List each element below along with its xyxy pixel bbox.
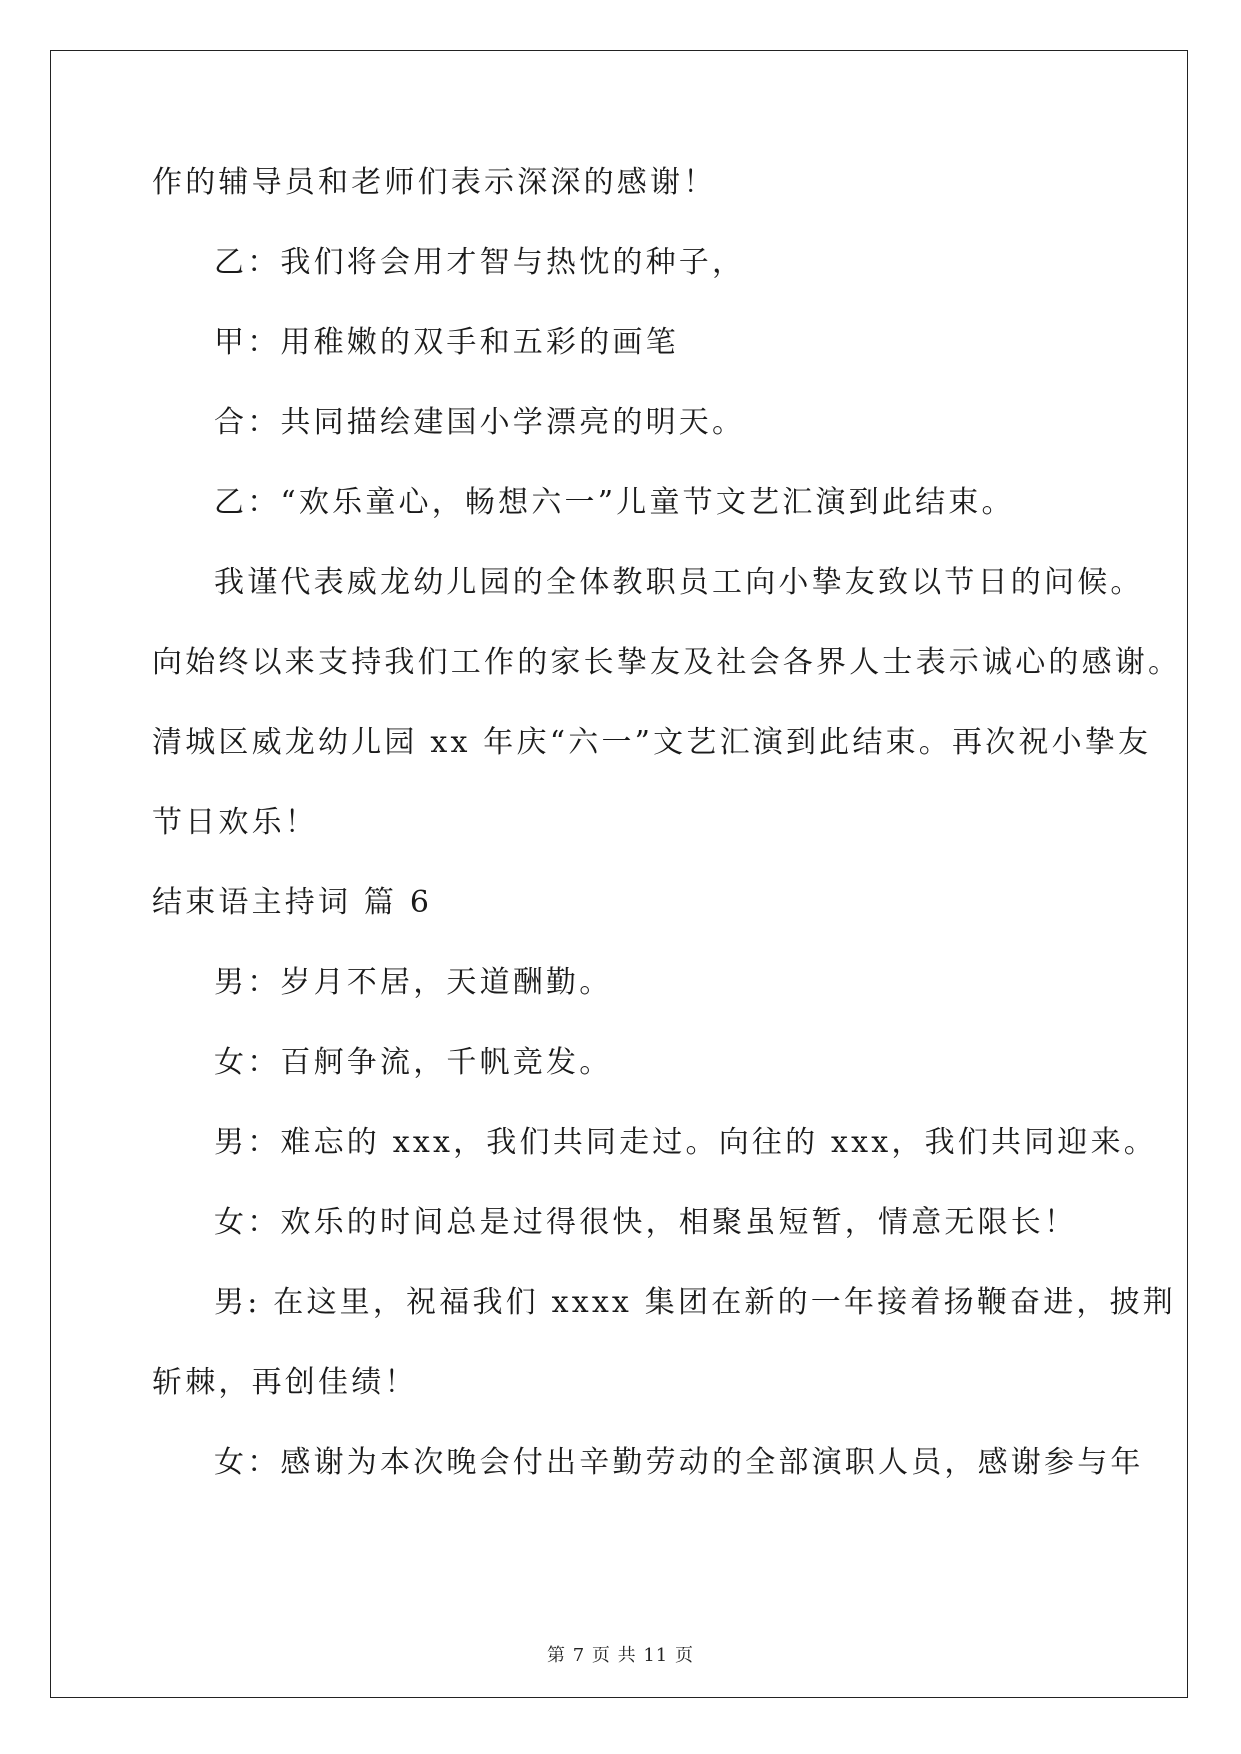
paragraph-line: 清城区威龙幼儿园 xx 年庆“六一”文艺汇演到此结束。再次祝小挚友 bbox=[152, 725, 1152, 760]
dialogue-line: 女：百舸争流，千帆竞发。 bbox=[214, 1045, 613, 1080]
dialogue-line: 乙：“欢乐童心，畅想六一”儿童节文艺汇演到此结束。 bbox=[214, 485, 1015, 520]
dialogue-line: 男：难忘的 xxx，我们共同走过。向往的 xxx，我们共同迎来。 bbox=[214, 1125, 1157, 1160]
paragraph-line: 作的辅导员和老师们表示深深的感谢！ bbox=[152, 165, 717, 200]
dialogue-line: 合：共同描绘建国小学漂亮的明天。 bbox=[214, 405, 746, 440]
dialogue-line: 男: 在这里，祝福我们 xxxx 集团在新的一年接着扬鞭奋进，披荆 bbox=[214, 1285, 1176, 1320]
page-number: 第 7 页 共 11 页 bbox=[547, 1645, 694, 1666]
paragraph-line: 向始终以来支持我们工作的家长挚友及社会各界人士表示诚心的感谢。 bbox=[152, 645, 1182, 680]
dialogue-line: 男：岁月不居，天道酬勤。 bbox=[214, 965, 613, 1000]
dialogue-line: 甲：用稚嫩的双手和五彩的画笔 bbox=[214, 325, 679, 360]
paragraph-line: 我谨代表威龙幼儿园的全体教职员工向小挚友致以节日的问候。 bbox=[214, 565, 1144, 600]
section-heading: 结束语主持词 篇 6 bbox=[152, 885, 433, 920]
paragraph-line: 节日欢乐！ bbox=[152, 805, 318, 840]
paragraph-line: 斩棘，再创佳绩！ bbox=[152, 1365, 418, 1400]
dialogue-line: 女：欢乐的时间总是过得很快，相聚虽短暂，情意无限长！ bbox=[214, 1205, 1078, 1240]
dialogue-line: 乙：我们将会用才智与热忱的种子， bbox=[214, 245, 746, 280]
dialogue-line: 女：感谢为本次晚会付出辛勤劳动的全部演职人员，感谢参与年 bbox=[214, 1445, 1144, 1480]
